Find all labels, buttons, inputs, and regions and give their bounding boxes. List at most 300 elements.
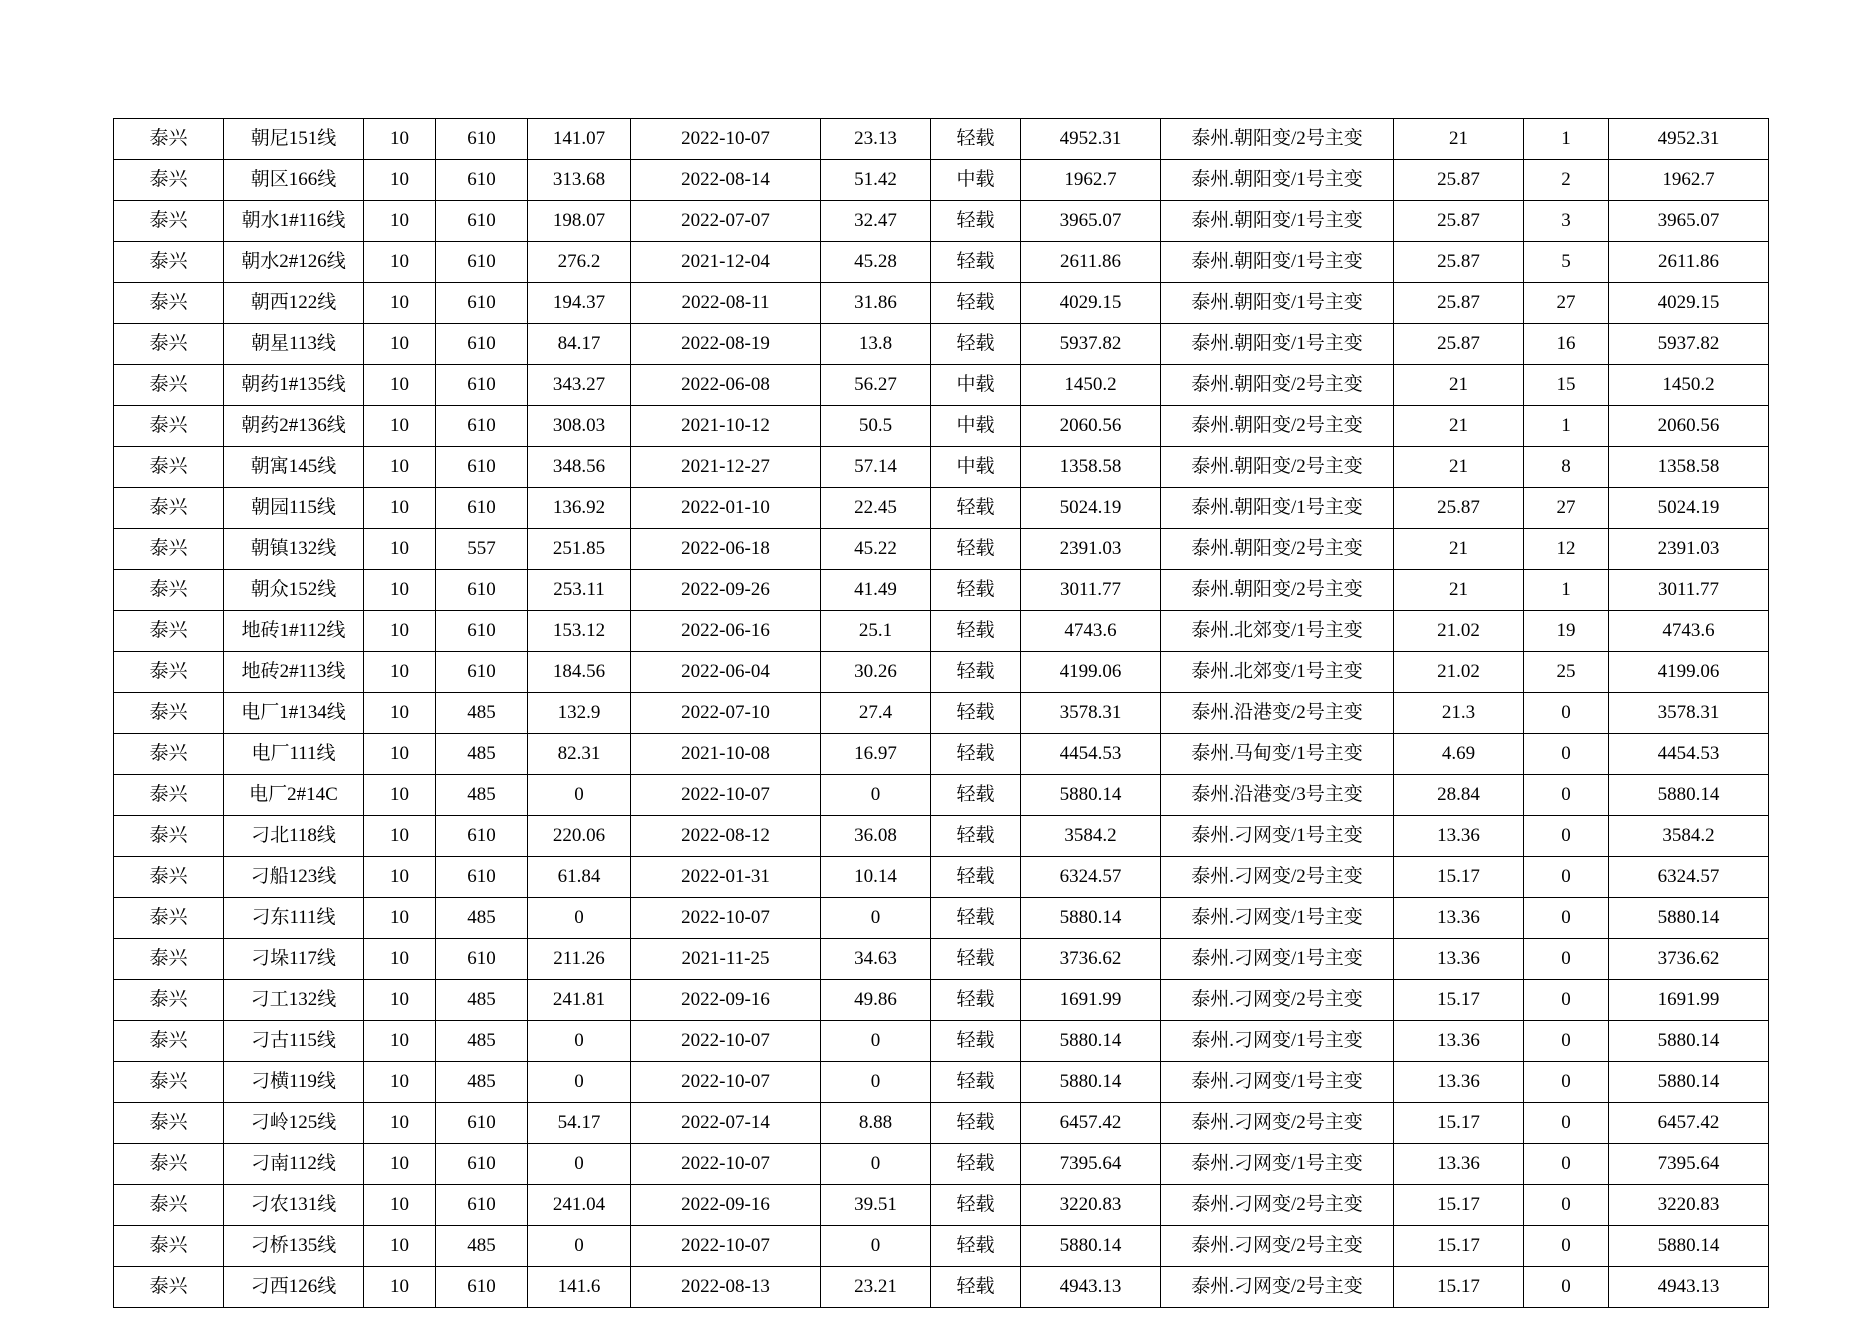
cell-date: 2021-11-25 <box>631 939 821 980</box>
cell-count: 1 <box>1524 119 1609 160</box>
cell-substation: 泰州.朝阳变/2号主变 <box>1161 529 1394 570</box>
cell-line_name: 朝寓145线 <box>224 447 364 488</box>
cell-region: 泰兴 <box>114 1185 224 1226</box>
table-row <box>114 816 1769 857</box>
cell-load_level: 轻载 <box>931 283 1021 324</box>
cell-load: 198.07 <box>528 201 631 242</box>
table-row <box>114 1103 1769 1144</box>
cell-capacity: 610 <box>436 283 528 324</box>
cell-capacity: 485 <box>436 734 528 775</box>
cell-voltage: 10 <box>364 529 436 570</box>
cell-load: 0 <box>528 1144 631 1185</box>
table-row <box>114 570 1769 611</box>
cell-value1: 6324.57 <box>1021 857 1161 898</box>
cell-substation: 泰州.沿港变/2号主变 <box>1161 693 1394 734</box>
cell-region: 泰兴 <box>114 1103 224 1144</box>
cell-load: 84.17 <box>528 324 631 365</box>
cell-value1: 2611.86 <box>1021 242 1161 283</box>
cell-load: 82.31 <box>528 734 631 775</box>
cell-substation: 泰州.马甸变/1号主变 <box>1161 734 1394 775</box>
cell-region: 泰兴 <box>114 939 224 980</box>
cell-value1: 5880.14 <box>1021 898 1161 939</box>
data-table-container <box>113 118 1758 1308</box>
cell-substation: 泰州.刁网变/1号主变 <box>1161 939 1394 980</box>
cell-value2: 21.02 <box>1394 652 1524 693</box>
cell-date: 2022-06-08 <box>631 365 821 406</box>
cell-date: 2022-08-19 <box>631 324 821 365</box>
cell-value3: 7395.64 <box>1609 1144 1769 1185</box>
table-row <box>114 283 1769 324</box>
cell-load: 211.26 <box>528 939 631 980</box>
cell-load: 0 <box>528 898 631 939</box>
cell-substation: 泰州.朝阳变/2号主变 <box>1161 447 1394 488</box>
cell-voltage: 10 <box>364 693 436 734</box>
cell-line_name: 朝药2#136线 <box>224 406 364 447</box>
cell-load_rate: 34.63 <box>821 939 931 980</box>
cell-line_name: 朝药1#135线 <box>224 365 364 406</box>
cell-capacity: 610 <box>436 488 528 529</box>
cell-load: 343.27 <box>528 365 631 406</box>
cell-line_name: 刁南112线 <box>224 1144 364 1185</box>
cell-load: 0 <box>528 1062 631 1103</box>
cell-date: 2021-12-27 <box>631 447 821 488</box>
cell-load_rate: 39.51 <box>821 1185 931 1226</box>
cell-capacity: 610 <box>436 1267 528 1308</box>
cell-substation: 泰州.朝阳变/1号主变 <box>1161 488 1394 529</box>
cell-voltage: 10 <box>364 1103 436 1144</box>
cell-load_rate: 23.13 <box>821 119 931 160</box>
cell-count: 0 <box>1524 816 1609 857</box>
cell-region: 泰兴 <box>114 324 224 365</box>
cell-voltage: 10 <box>364 939 436 980</box>
cell-substation: 泰州.北郊变/1号主变 <box>1161 652 1394 693</box>
cell-region: 泰兴 <box>114 1021 224 1062</box>
cell-capacity: 610 <box>436 201 528 242</box>
cell-date: 2021-10-12 <box>631 406 821 447</box>
cell-capacity: 485 <box>436 1062 528 1103</box>
cell-region: 泰兴 <box>114 1062 224 1103</box>
cell-load_level: 轻载 <box>931 1185 1021 1226</box>
cell-value2: 13.36 <box>1394 1062 1524 1103</box>
cell-date: 2022-06-18 <box>631 529 821 570</box>
cell-capacity: 485 <box>436 1226 528 1267</box>
cell-substation: 泰州.刁网变/1号主变 <box>1161 1021 1394 1062</box>
cell-value3: 4454.53 <box>1609 734 1769 775</box>
cell-date: 2022-10-07 <box>631 119 821 160</box>
cell-value1: 1358.58 <box>1021 447 1161 488</box>
cell-line_name: 刁农131线 <box>224 1185 364 1226</box>
cell-value2: 21 <box>1394 570 1524 611</box>
cell-count: 0 <box>1524 980 1609 1021</box>
cell-region: 泰兴 <box>114 611 224 652</box>
cell-voltage: 10 <box>364 652 436 693</box>
cell-load_level: 轻载 <box>931 242 1021 283</box>
cell-region: 泰兴 <box>114 529 224 570</box>
cell-substation: 泰州.刁网变/2号主变 <box>1161 1226 1394 1267</box>
cell-load: 253.11 <box>528 570 631 611</box>
cell-line_name: 刁工132线 <box>224 980 364 1021</box>
cell-load: 54.17 <box>528 1103 631 1144</box>
cell-substation: 泰州.刁网变/1号主变 <box>1161 816 1394 857</box>
cell-substation: 泰州.朝阳变/1号主变 <box>1161 201 1394 242</box>
cell-line_name: 刁北118线 <box>224 816 364 857</box>
cell-capacity: 610 <box>436 1185 528 1226</box>
cell-value2: 21 <box>1394 365 1524 406</box>
cell-capacity: 610 <box>436 1103 528 1144</box>
table-row <box>114 939 1769 980</box>
cell-load_level: 轻载 <box>931 734 1021 775</box>
cell-count: 0 <box>1524 734 1609 775</box>
cell-value2: 21.3 <box>1394 693 1524 734</box>
cell-capacity: 610 <box>436 652 528 693</box>
table-row <box>114 775 1769 816</box>
cell-line_name: 电厂1#134线 <box>224 693 364 734</box>
cell-voltage: 10 <box>364 857 436 898</box>
cell-date: 2022-08-13 <box>631 1267 821 1308</box>
cell-count: 0 <box>1524 1062 1609 1103</box>
cell-value3: 2060.56 <box>1609 406 1769 447</box>
cell-value2: 25.87 <box>1394 324 1524 365</box>
cell-load: 348.56 <box>528 447 631 488</box>
cell-value1: 4743.6 <box>1021 611 1161 652</box>
cell-line_name: 地砖1#112线 <box>224 611 364 652</box>
cell-count: 5 <box>1524 242 1609 283</box>
cell-load_rate: 36.08 <box>821 816 931 857</box>
cell-load_level: 轻载 <box>931 1021 1021 1062</box>
cell-region: 泰兴 <box>114 406 224 447</box>
table-row <box>114 1021 1769 1062</box>
cell-count: 0 <box>1524 1226 1609 1267</box>
cell-load_level: 轻载 <box>931 570 1021 611</box>
cell-value3: 4029.15 <box>1609 283 1769 324</box>
cell-voltage: 10 <box>364 775 436 816</box>
cell-region: 泰兴 <box>114 816 224 857</box>
cell-value1: 5880.14 <box>1021 775 1161 816</box>
cell-load_rate: 27.4 <box>821 693 931 734</box>
cell-load_level: 轻载 <box>931 1144 1021 1185</box>
cell-voltage: 10 <box>364 201 436 242</box>
cell-load_level: 轻载 <box>931 119 1021 160</box>
cell-date: 2021-12-04 <box>631 242 821 283</box>
cell-capacity: 610 <box>436 857 528 898</box>
cell-value2: 25.87 <box>1394 488 1524 529</box>
cell-line_name: 电厂2#14C <box>224 775 364 816</box>
cell-count: 1 <box>1524 406 1609 447</box>
cell-count: 0 <box>1524 898 1609 939</box>
table-row <box>114 488 1769 529</box>
cell-date: 2022-07-10 <box>631 693 821 734</box>
cell-date: 2022-08-11 <box>631 283 821 324</box>
cell-date: 2022-09-16 <box>631 1185 821 1226</box>
cell-line_name: 电厂111线 <box>224 734 364 775</box>
cell-load_level: 轻载 <box>931 488 1021 529</box>
cell-date: 2022-07-07 <box>631 201 821 242</box>
cell-value1: 4454.53 <box>1021 734 1161 775</box>
cell-load_rate: 0 <box>821 1021 931 1062</box>
cell-value3: 5937.82 <box>1609 324 1769 365</box>
cell-voltage: 10 <box>364 324 436 365</box>
cell-voltage: 10 <box>364 365 436 406</box>
cell-region: 泰兴 <box>114 1267 224 1308</box>
cell-value2: 21.02 <box>1394 611 1524 652</box>
cell-region: 泰兴 <box>114 857 224 898</box>
cell-value3: 2391.03 <box>1609 529 1769 570</box>
cell-load_rate: 25.1 <box>821 611 931 652</box>
cell-capacity: 610 <box>436 406 528 447</box>
cell-substation: 泰州.刁网变/2号主变 <box>1161 1103 1394 1144</box>
cell-line_name: 刁古115线 <box>224 1021 364 1062</box>
cell-region: 泰兴 <box>114 693 224 734</box>
cell-load: 313.68 <box>528 160 631 201</box>
cell-count: 12 <box>1524 529 1609 570</box>
cell-count: 8 <box>1524 447 1609 488</box>
cell-line_name: 朝区166线 <box>224 160 364 201</box>
cell-count: 0 <box>1524 1144 1609 1185</box>
cell-value2: 28.84 <box>1394 775 1524 816</box>
cell-date: 2022-07-14 <box>631 1103 821 1144</box>
cell-count: 0 <box>1524 857 1609 898</box>
cell-capacity: 610 <box>436 816 528 857</box>
cell-load_rate: 32.47 <box>821 201 931 242</box>
cell-voltage: 10 <box>364 816 436 857</box>
cell-capacity: 485 <box>436 1021 528 1062</box>
cell-load: 132.9 <box>528 693 631 734</box>
cell-load_level: 轻载 <box>931 693 1021 734</box>
cell-load_rate: 49.86 <box>821 980 931 1021</box>
table-row <box>114 652 1769 693</box>
cell-date: 2022-09-26 <box>631 570 821 611</box>
cell-region: 泰兴 <box>114 119 224 160</box>
cell-substation: 泰州.朝阳变/2号主变 <box>1161 406 1394 447</box>
table-row <box>114 1226 1769 1267</box>
cell-value3: 3965.07 <box>1609 201 1769 242</box>
table-row <box>114 242 1769 283</box>
cell-line_name: 刁岭125线 <box>224 1103 364 1144</box>
cell-substation: 泰州.朝阳变/1号主变 <box>1161 324 1394 365</box>
cell-value1: 5880.14 <box>1021 1021 1161 1062</box>
cell-value3: 5880.14 <box>1609 1062 1769 1103</box>
cell-load: 251.85 <box>528 529 631 570</box>
cell-date: 2022-10-07 <box>631 1226 821 1267</box>
cell-region: 泰兴 <box>114 1144 224 1185</box>
cell-substation: 泰州.朝阳变/2号主变 <box>1161 570 1394 611</box>
cell-load_level: 轻载 <box>931 816 1021 857</box>
cell-load_level: 中载 <box>931 365 1021 406</box>
cell-load_level: 轻载 <box>931 201 1021 242</box>
cell-region: 泰兴 <box>114 283 224 324</box>
cell-voltage: 10 <box>364 734 436 775</box>
cell-line_name: 朝众152线 <box>224 570 364 611</box>
cell-capacity: 610 <box>436 160 528 201</box>
table-row <box>114 980 1769 1021</box>
cell-count: 0 <box>1524 1267 1609 1308</box>
cell-load_level: 轻载 <box>931 775 1021 816</box>
cell-capacity: 610 <box>436 119 528 160</box>
cell-line_name: 刁船123线 <box>224 857 364 898</box>
cell-value2: 25.87 <box>1394 201 1524 242</box>
cell-value3: 5880.14 <box>1609 775 1769 816</box>
cell-load: 0 <box>528 775 631 816</box>
table-row <box>114 201 1769 242</box>
cell-capacity: 557 <box>436 529 528 570</box>
table-row <box>114 1267 1769 1308</box>
table-row <box>114 1144 1769 1185</box>
cell-load: 241.04 <box>528 1185 631 1226</box>
cell-load_rate: 22.45 <box>821 488 931 529</box>
cell-date: 2022-10-07 <box>631 775 821 816</box>
cell-value2: 25.87 <box>1394 283 1524 324</box>
cell-date: 2022-06-16 <box>631 611 821 652</box>
cell-substation: 泰州.朝阳变/1号主变 <box>1161 160 1394 201</box>
cell-capacity: 610 <box>436 611 528 652</box>
cell-load: 153.12 <box>528 611 631 652</box>
cell-voltage: 10 <box>364 406 436 447</box>
cell-load: 0 <box>528 1226 631 1267</box>
cell-voltage: 10 <box>364 611 436 652</box>
cell-load_level: 轻载 <box>931 529 1021 570</box>
cell-value1: 3578.31 <box>1021 693 1161 734</box>
table-row <box>114 734 1769 775</box>
cell-value1: 3584.2 <box>1021 816 1161 857</box>
cell-substation: 泰州.刁网变/1号主变 <box>1161 898 1394 939</box>
cell-value3: 1358.58 <box>1609 447 1769 488</box>
cell-value3: 5880.14 <box>1609 1226 1769 1267</box>
cell-load_rate: 16.97 <box>821 734 931 775</box>
cell-count: 0 <box>1524 775 1609 816</box>
cell-load_rate: 45.22 <box>821 529 931 570</box>
cell-voltage: 10 <box>364 1144 436 1185</box>
cell-value2: 15.17 <box>1394 1267 1524 1308</box>
cell-value3: 3578.31 <box>1609 693 1769 734</box>
cell-date: 2022-08-12 <box>631 816 821 857</box>
cell-value2: 21 <box>1394 119 1524 160</box>
cell-load: 276.2 <box>528 242 631 283</box>
cell-count: 0 <box>1524 693 1609 734</box>
cell-value2: 15.17 <box>1394 857 1524 898</box>
table-row <box>114 857 1769 898</box>
cell-value3: 1450.2 <box>1609 365 1769 406</box>
cell-region: 泰兴 <box>114 898 224 939</box>
cell-count: 0 <box>1524 1103 1609 1144</box>
cell-load_rate: 45.28 <box>821 242 931 283</box>
table-row <box>114 324 1769 365</box>
cell-value1: 2391.03 <box>1021 529 1161 570</box>
cell-load_rate: 51.42 <box>821 160 931 201</box>
cell-load: 308.03 <box>528 406 631 447</box>
cell-substation: 泰州.沿港变/3号主变 <box>1161 775 1394 816</box>
cell-load_rate: 0 <box>821 775 931 816</box>
cell-line_name: 朝西122线 <box>224 283 364 324</box>
cell-value2: 13.36 <box>1394 898 1524 939</box>
cell-line_name: 刁横119线 <box>224 1062 364 1103</box>
cell-load_level: 轻载 <box>931 1062 1021 1103</box>
cell-region: 泰兴 <box>114 365 224 406</box>
table-row <box>114 447 1769 488</box>
cell-load: 61.84 <box>528 857 631 898</box>
cell-capacity: 610 <box>436 447 528 488</box>
cell-date: 2022-06-04 <box>631 652 821 693</box>
cell-load_rate: 50.5 <box>821 406 931 447</box>
cell-value1: 3220.83 <box>1021 1185 1161 1226</box>
cell-capacity: 610 <box>436 365 528 406</box>
cell-date: 2022-10-07 <box>631 898 821 939</box>
cell-value2: 13.36 <box>1394 1144 1524 1185</box>
cell-count: 27 <box>1524 488 1609 529</box>
cell-load_level: 轻载 <box>931 898 1021 939</box>
cell-substation: 泰州.刁网变/1号主变 <box>1161 1062 1394 1103</box>
cell-region: 泰兴 <box>114 160 224 201</box>
cell-substation: 泰州.刁网变/2号主变 <box>1161 1267 1394 1308</box>
distribution-line-table <box>113 118 1769 1308</box>
cell-capacity: 485 <box>436 980 528 1021</box>
cell-substation: 泰州.朝阳变/2号主变 <box>1161 119 1394 160</box>
cell-load_level: 轻载 <box>931 1226 1021 1267</box>
cell-voltage: 10 <box>364 1226 436 1267</box>
cell-value3: 4952.31 <box>1609 119 1769 160</box>
cell-value3: 5880.14 <box>1609 898 1769 939</box>
cell-value1: 4199.06 <box>1021 652 1161 693</box>
cell-value2: 21 <box>1394 447 1524 488</box>
cell-load_level: 中载 <box>931 447 1021 488</box>
cell-value3: 2611.86 <box>1609 242 1769 283</box>
cell-count: 0 <box>1524 1185 1609 1226</box>
cell-load_rate: 13.8 <box>821 324 931 365</box>
cell-count: 27 <box>1524 283 1609 324</box>
cell-substation: 泰州.朝阳变/1号主变 <box>1161 283 1394 324</box>
cell-load_level: 轻载 <box>931 652 1021 693</box>
cell-voltage: 10 <box>364 570 436 611</box>
cell-region: 泰兴 <box>114 447 224 488</box>
cell-date: 2022-01-31 <box>631 857 821 898</box>
cell-line_name: 刁桥135线 <box>224 1226 364 1267</box>
cell-capacity: 485 <box>436 898 528 939</box>
cell-count: 1 <box>1524 570 1609 611</box>
cell-value1: 5880.14 <box>1021 1226 1161 1267</box>
cell-capacity: 485 <box>436 775 528 816</box>
cell-value3: 6457.42 <box>1609 1103 1769 1144</box>
cell-line_name: 朝尼151线 <box>224 119 364 160</box>
cell-substation: 泰州.朝阳变/2号主变 <box>1161 365 1394 406</box>
cell-substation: 泰州.北郊变/1号主变 <box>1161 611 1394 652</box>
cell-capacity: 485 <box>436 693 528 734</box>
cell-load: 141.07 <box>528 119 631 160</box>
cell-voltage: 10 <box>364 488 436 529</box>
cell-value1: 1691.99 <box>1021 980 1161 1021</box>
table-row <box>114 1062 1769 1103</box>
table-row <box>114 1185 1769 1226</box>
cell-region: 泰兴 <box>114 734 224 775</box>
cell-voltage: 10 <box>364 898 436 939</box>
cell-line_name: 刁垛117线 <box>224 939 364 980</box>
cell-value3: 6324.57 <box>1609 857 1769 898</box>
table-row <box>114 365 1769 406</box>
table-row <box>114 898 1769 939</box>
cell-substation: 泰州.刁网变/1号主变 <box>1161 1144 1394 1185</box>
cell-value2: 4.69 <box>1394 734 1524 775</box>
cell-value1: 5024.19 <box>1021 488 1161 529</box>
cell-voltage: 10 <box>364 160 436 201</box>
cell-value2: 21 <box>1394 406 1524 447</box>
cell-voltage: 10 <box>364 1021 436 1062</box>
cell-load_level: 轻载 <box>931 857 1021 898</box>
cell-date: 2022-01-10 <box>631 488 821 529</box>
cell-load: 241.81 <box>528 980 631 1021</box>
cell-load_level: 轻载 <box>931 1103 1021 1144</box>
cell-load_level: 轻载 <box>931 1267 1021 1308</box>
table-row <box>114 611 1769 652</box>
cell-substation: 泰州.刁网变/2号主变 <box>1161 980 1394 1021</box>
cell-voltage: 10 <box>364 283 436 324</box>
